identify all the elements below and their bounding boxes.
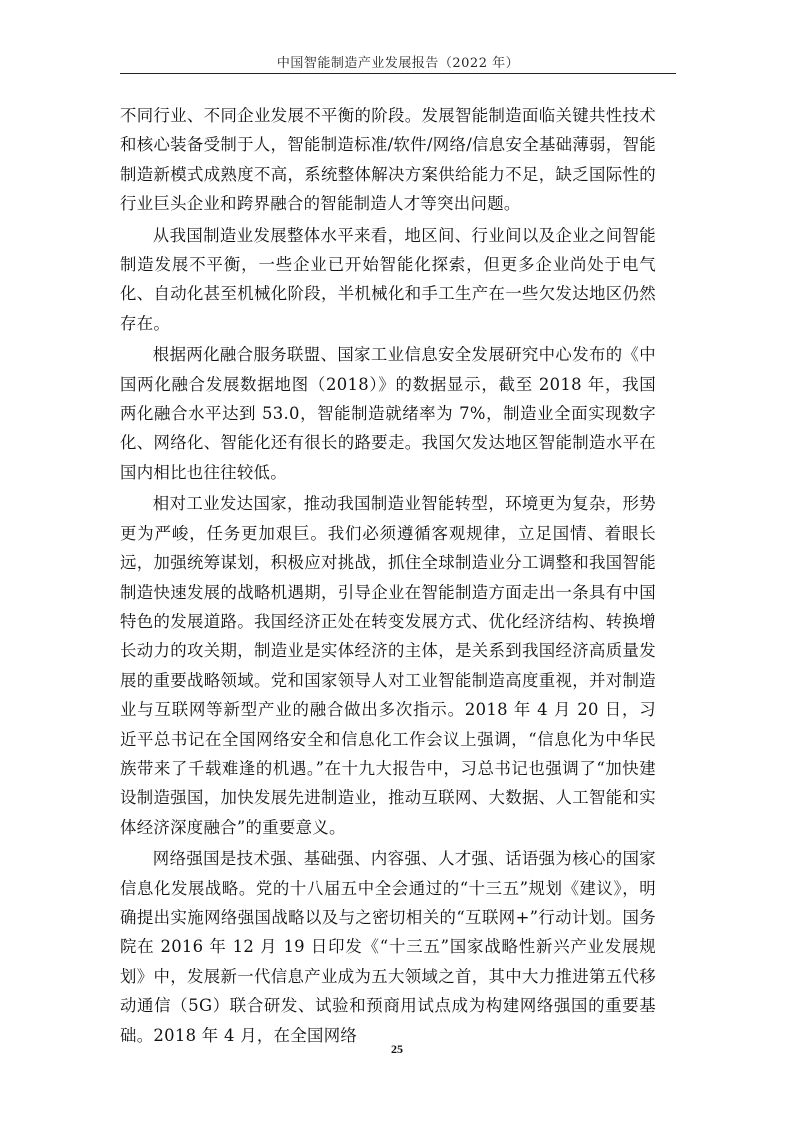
paragraph-continued: 不同行业、不同企业发展不平衡的阶段。发展智能制造面临关键共性技术和核心装备受制于人，智能制造标准/软件/网络/信息安全基础薄弱，智能制造新模式成熟度不高，系统整体解决方案供给能力不足，缺乏国际性的行业巨头企业和跨界融合的智能制造人才等突出问题。 bbox=[120, 106, 656, 214]
body-text bbox=[120, 101, 656, 1052]
paragraph-development-imbalance: 从我国制造业发展整体水平来看，地区间、行业间以及企业之间智能制造发展不平衡，一些企业已开始智能化探索，但更多企业尚处于电气化、自动化甚至机械化阶段，半机械化和手工生产在一些欠发达地区仍然存在。 bbox=[120, 225, 656, 333]
paragraph-transformation-strategy: 相对工业发达国家，推动我国制造业智能转型，环境更为复杂，形势更为严峻，任务更加艰巨。我们必须遵循客观规律，立足国情、着眼长远，加强统筹谋划，积极应对挑战，抓住全球制造业分工调整和我国智能制造快速发展的战略机遇期，引导企业在智能制造方面走出一条具有中国特色的发展道路。我国经济正处在转变发展方式、优化经济结构、转换增长动力的攻关期，制造业是实体经济的主体，是关系到我国经济高质量发展的重要战略领域。党和国家领导人对工业智能制造高度重视，并对制造业与互联网等新型产业的融合做出多次指示。2018 年 4 月 20 日，习近平总书记在全国网络安全和信息化工作会议上强调，“信息化为中华民族带来了千载难逢的机遇。”在十九大报告中，习总书记也强调了“加快建设制造强国，加快发展先进制造业，推动互联网、大数据、人工智能和实体经济深度融合”的重要意义。 bbox=[120, 494, 656, 837]
header-rule bbox=[120, 73, 676, 74]
paragraph-network-power: 网络强国是技术强、基础强、内容强、人才强、话语强为核心的国家信息化发展战略。党的十八届五中全会通过的“十三五”规划《建议》，明确提出实施网络强国战略以及与之密切相关的“互联网+”行动计划。国务院在 2016 年 12 月 19 日印发《“十三五”国家战略性新兴产业发展规划》中，发展新一代信息产业成为五大领域之首，其中大力推进第五代移动通信（5G）联合研发、试验和预商用试点成为构建网络强国的重要基础。2018 年 4 月，在全国网络 bbox=[120, 849, 656, 1045]
running-header: 中国智能制造产业发展报告（2022 年） bbox=[276, 56, 520, 71]
page-number: 25 bbox=[391, 1042, 403, 1056]
paragraph-integration-data: 根据两化融合服务联盟、国家工业信息安全发展研究中心发布的《中国两化融合发展数据地图（2018）》的数据显示，截至 2018 年，我国两化融合水平达到 53.0，智能制造就绪率为 7%，制造业全面实现数字化、网络化、智能化还有很长的路要走。我国欠发达地区智能制造水平在国内相比也往往较低。 bbox=[120, 345, 656, 482]
